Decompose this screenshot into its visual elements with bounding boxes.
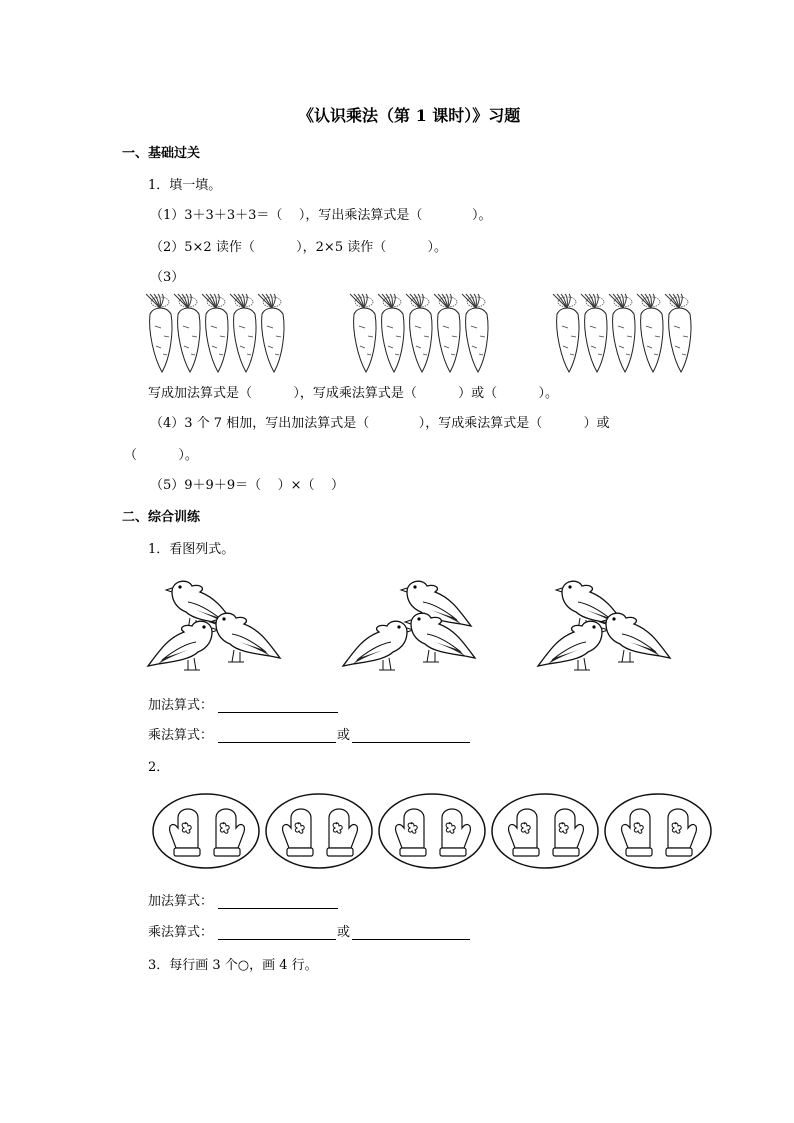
carrot-illustration: [140, 292, 700, 374]
question-1-item-4-line-1: （4）3 个 7 相加，写出加法算式是（ ），写成乘法算式是（ ）或: [150, 416, 610, 431]
question-1-item-1: （1）3＋3＋3＋3＝（ ），写出乘法算式是（ ）。: [150, 208, 492, 223]
carrot-icon: [434, 294, 460, 372]
carrot-icon: [637, 294, 663, 372]
question-1-item-4-line-2: （ ）。: [124, 448, 198, 463]
multiplication-answer-line-1[interactable]: [218, 742, 336, 743]
multiplication-answer-line-3[interactable]: [218, 939, 336, 940]
section-heading-basic: 一、基础过关: [122, 146, 201, 161]
mitten-oval: [153, 794, 259, 868]
mitten-oval: [266, 794, 372, 868]
mitten-oval: [605, 794, 711, 868]
question-1-item-3-label: （3）: [150, 270, 185, 285]
question-1-item-2: （2）5×2 读作（ ），2×5 读作（ ）。: [150, 240, 448, 255]
question-2-3-label: 3．每行画 3 个○，画 4 行。: [148, 958, 318, 973]
carrot-icon: [609, 294, 635, 372]
carrot-icon: [553, 294, 579, 372]
question-1-label: 1．填一填。: [148, 178, 222, 193]
mitten-oval: [492, 794, 598, 868]
bird-icon: [210, 613, 280, 662]
mitten-oval: [379, 794, 485, 868]
carrot-icon: [174, 294, 200, 372]
question-1-item-3-line: 写成加法算式是（ ），写成乘法算式是（ ）或（ ）。: [148, 386, 558, 401]
carrot-icon: [350, 294, 376, 372]
bird-icon: [343, 621, 413, 670]
carrot-icon: [202, 294, 228, 372]
carrot-icon: [665, 294, 691, 372]
addition-answer-line-2[interactable]: [218, 908, 338, 909]
question-1-item-5: （5）9＋9＋9＝（ ）×（ ）: [150, 478, 345, 493]
multiplication-answer-line-4[interactable]: [352, 939, 470, 940]
or-label: 或: [337, 728, 351, 743]
question-2-1-label: 1．看图列式。: [148, 542, 235, 557]
question-2-2-label: 2．: [148, 760, 170, 775]
bird-icon: [148, 621, 218, 670]
addition-answer-line[interactable]: [218, 712, 338, 713]
carrot-icon: [258, 294, 284, 372]
or-label-2: 或: [337, 925, 351, 940]
page-title: 《认识乘法（第 1 课时）》习题: [298, 106, 521, 125]
carrot-icon: [462, 294, 488, 372]
multiplication-label: 乘法算式：: [148, 728, 214, 743]
bird-illustration: [148, 570, 708, 674]
carrot-icon: [146, 294, 172, 372]
section-heading-practice: 二、综合训练: [122, 510, 201, 525]
bird-icon: [600, 613, 670, 662]
carrot-icon: [378, 294, 404, 372]
mitten-illustration: [152, 792, 752, 870]
carrot-icon: [581, 294, 607, 372]
multiplication-answer-line-2[interactable]: [352, 742, 470, 743]
multiplication-label-2: 乘法算式：: [148, 925, 214, 940]
carrot-icon: [406, 294, 432, 372]
carrot-icon: [230, 294, 256, 372]
bird-icon: [538, 621, 608, 670]
addition-label: 加法算式：: [148, 698, 214, 713]
addition-label-2: 加法算式：: [148, 894, 214, 909]
